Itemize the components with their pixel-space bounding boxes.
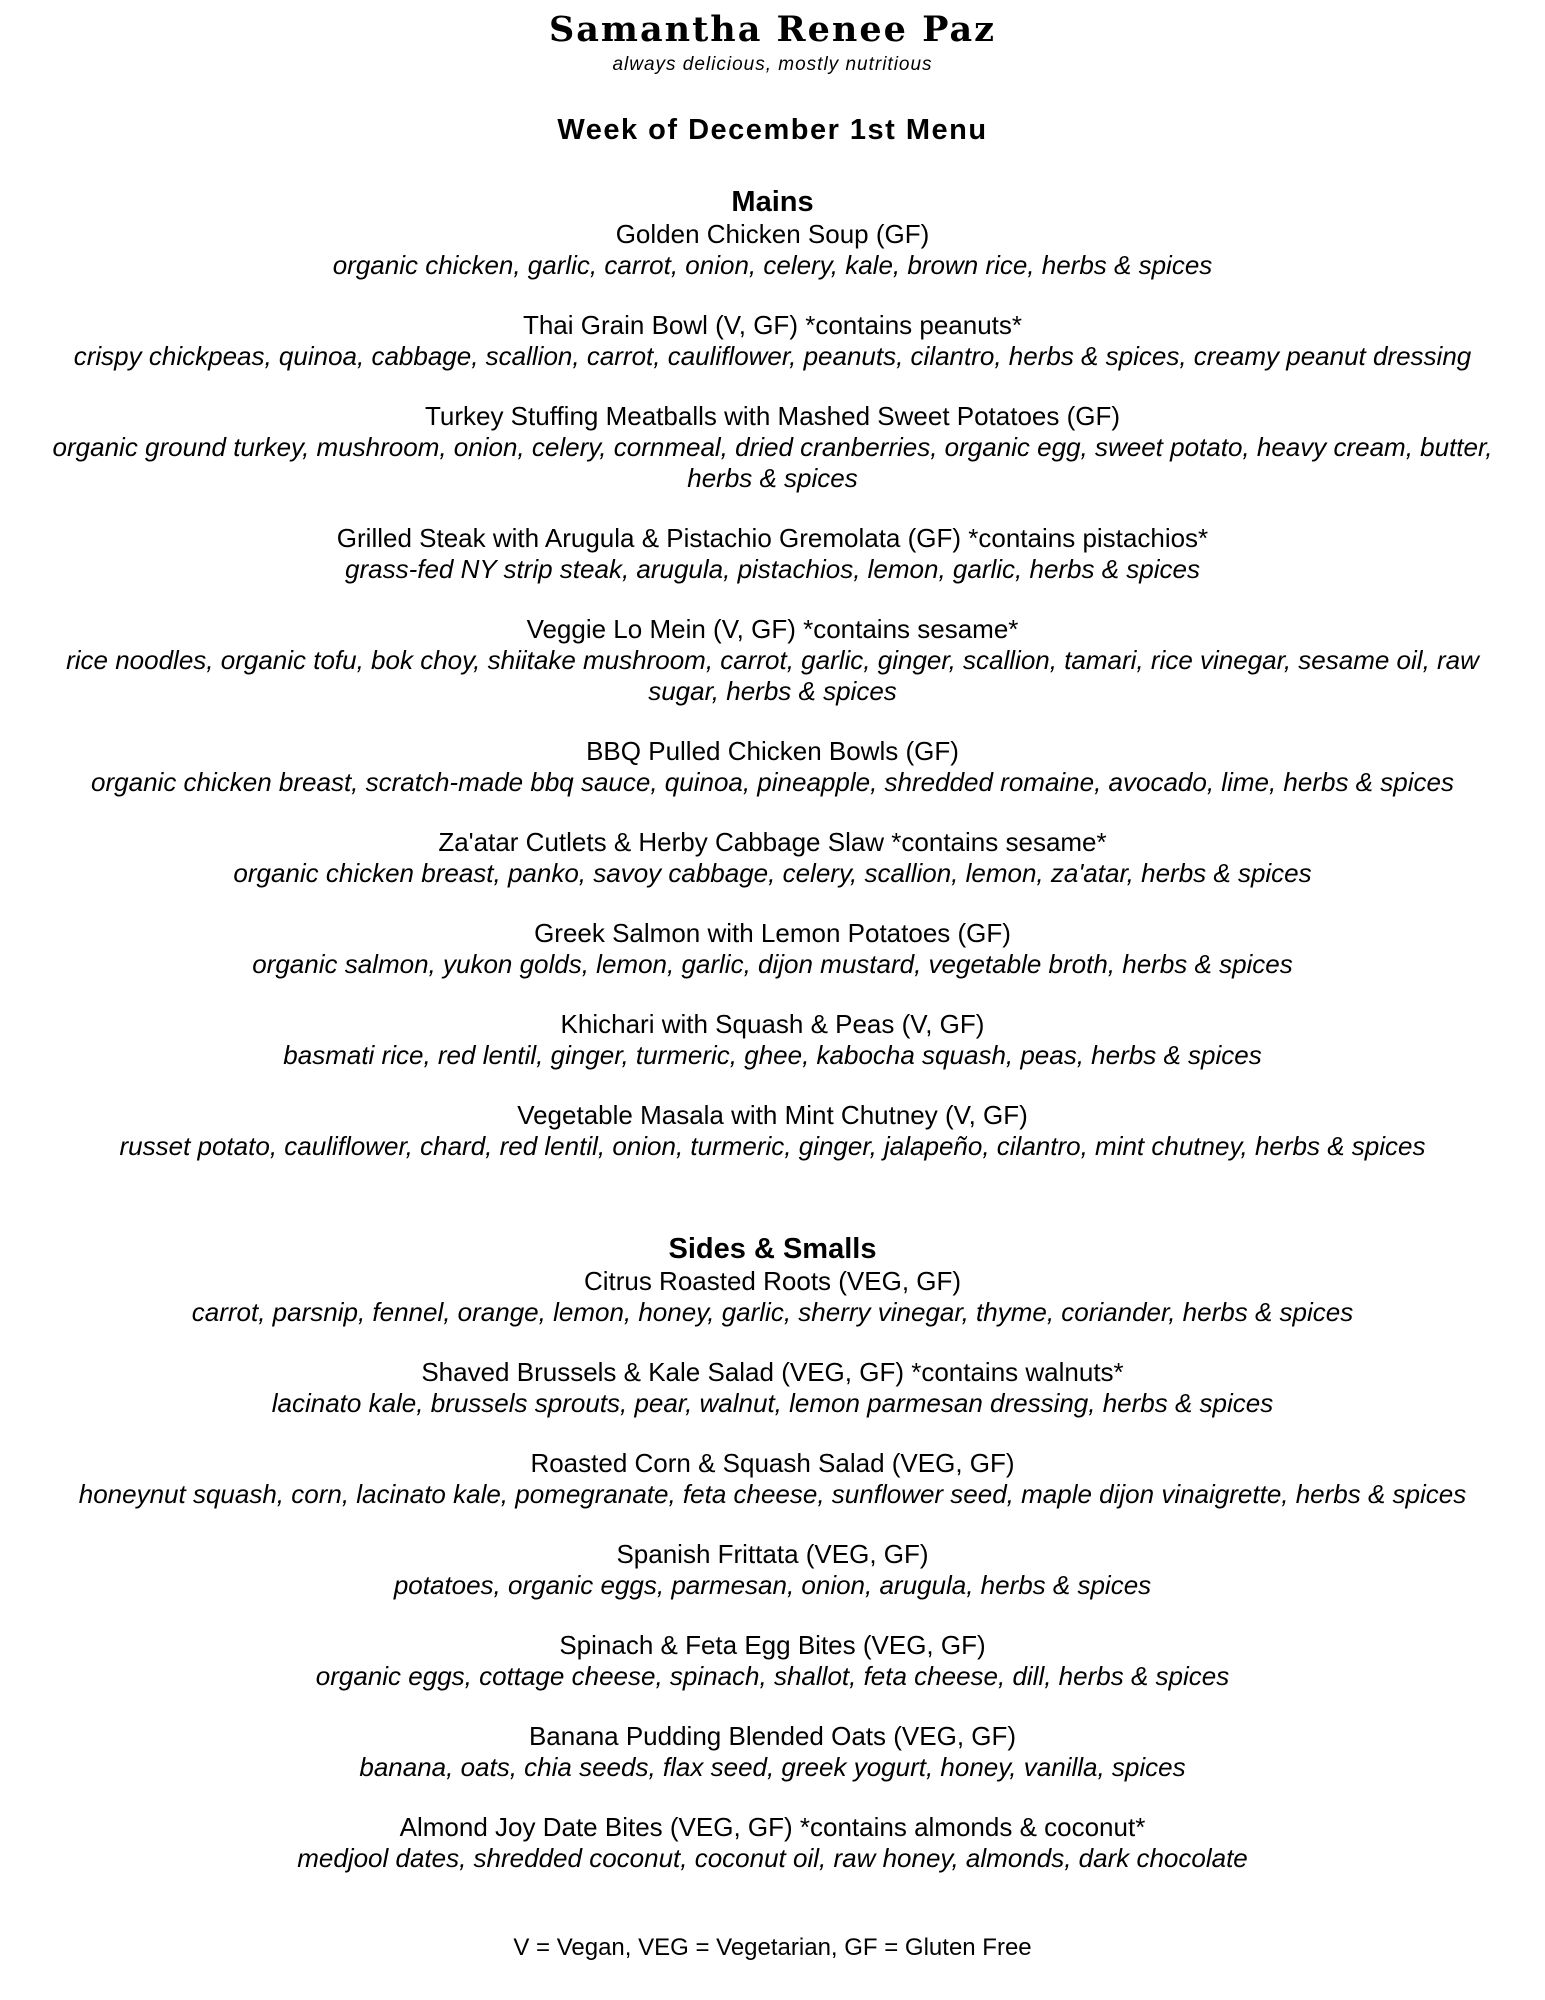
brand-name: Samantha Renee Paz — [548, 9, 997, 50]
menu-item-ingredients: grass-fed NY strip steak, arugula, pistachios, lemon, garlic, herbs & spices — [344, 554, 1201, 584]
menu-item — [0, 827, 1545, 889]
section-title-mains: Mains — [731, 186, 814, 218]
menu-item-name: Veggie Lo Mein (V, GF) *contains sesame* — [526, 614, 1019, 644]
mains-section — [0, 185, 1545, 1191]
menu-item-ingredients: crispy chickpeas, quinoa, cabbage, scallion, carrot, cauliflower, peanuts, cilantro, herbs & spices, creamy peanut dressing — [73, 341, 1472, 371]
menu-item-name: Greek Salmon with Lemon Potatoes (GF) — [534, 918, 1011, 948]
menu-item-ingredients: banana, oats, chia seeds, flax seed, greek yogurt, honey, vanilla, spices — [359, 1752, 1186, 1782]
dietary-legend: V = Vegan, VEG = Vegetarian, GF = Gluten Free — [513, 1934, 1032, 1961]
menu-item — [0, 1357, 1545, 1419]
menu-item — [0, 1539, 1545, 1601]
menu-item-name: Roasted Corn & Squash Salad (VEG, GF) — [530, 1448, 1015, 1478]
menu-item-ingredients: organic salmon, yukon golds, lemon, garlic, dijon mustard, vegetable broth, herbs & spices — [252, 949, 1293, 979]
menu-item-name: Citrus Roasted Roots (VEG, GF) — [583, 1266, 962, 1296]
menu-item — [0, 918, 1545, 980]
menu-item — [0, 1009, 1545, 1071]
menu-item-name: Vegetable Masala with Mint Chutney (V, GF) — [517, 1100, 1028, 1130]
menu-item-ingredients: organic chicken, garlic, carrot, onion, celery, kale, brown rice, herbs & spices — [332, 250, 1213, 280]
menu-item-ingredients: organic chicken breast, panko, savoy cabbage, celery, scallion, lemon, za'atar, herbs & spices — [233, 858, 1312, 888]
menu-item — [0, 1721, 1545, 1783]
menu-item — [0, 1448, 1545, 1510]
menu-item-name: Spanish Frittata (VEG, GF) — [616, 1539, 929, 1569]
menu-item — [0, 1812, 1545, 1874]
menu-item-name: Thai Grain Bowl (V, GF) *contains peanuts* — [522, 310, 1023, 340]
menu-item — [0, 1100, 1545, 1162]
menu-item-ingredients: basmati rice, red lentil, ginger, turmeric, ghee, kabocha squash, peas, herbs & spices — [283, 1040, 1262, 1070]
section-title-sides: Sides & Smalls — [668, 1233, 877, 1265]
menu-item-name: Spinach & Feta Egg Bites (VEG, GF) — [559, 1630, 986, 1660]
menu-item-name: Turkey Stuffing Meatballs with Mashed Sweet Potatoes (GF) — [424, 401, 1121, 431]
sides-section — [0, 1232, 1545, 1903]
menu-item-name: Almond Joy Date Bites (VEG, GF) *contains almonds & coconut* — [399, 1812, 1146, 1842]
menu-item-name: Za'atar Cutlets & Herby Cabbage Slaw *contains sesame* — [438, 827, 1107, 857]
menu-item — [0, 401, 1545, 494]
menu-item-ingredients: honeynut squash, corn, lacinato kale, pomegranate, feta cheese, sunflower seed, maple dijon vinaigrette, herbs & spices — [78, 1479, 1467, 1509]
menu-item — [0, 736, 1545, 798]
menu-item-name: Khichari with Squash & Peas (V, GF) — [560, 1009, 985, 1039]
menu-item-name: Banana Pudding Blended Oats (VEG, GF) — [528, 1721, 1017, 1751]
menu-item-ingredients: rice noodles, organic tofu, bok choy, shiitake mushroom, carrot, garlic, ginger, scallion, tamari, rice vinegar, sesame oil, raw sugar, herbs & spices — [66, 645, 1479, 706]
menu-item — [0, 1266, 1545, 1328]
menu-item-ingredients: potatoes, organic eggs, parmesan, onion, arugula, herbs & spices — [393, 1570, 1152, 1600]
menu-item-name: Shaved Brussels & Kale Salad (VEG, GF) *contains walnuts* — [421, 1357, 1124, 1387]
menu-item — [0, 614, 1545, 707]
menu-item-ingredients: medjool dates, shredded coconut, coconut oil, raw honey, almonds, dark chocolate — [297, 1843, 1248, 1873]
menu-title: Week of December 1st Menu — [557, 114, 988, 146]
menu-item-ingredients: russet potato, cauliflower, chard, red lentil, onion, turmeric, ginger, jalapeño, cilantro, mint chutney, herbs & spices — [119, 1131, 1426, 1161]
menu-item — [0, 219, 1545, 281]
menu-item-ingredients: carrot, parsnip, fennel, orange, lemon, honey, garlic, sherry vinegar, thyme, coriander, herbs & spices — [191, 1297, 1354, 1327]
brand-tagline: always delicious, mostly nutritious — [612, 54, 933, 75]
menu-item — [0, 310, 1545, 372]
menu-item — [0, 1630, 1545, 1692]
menu-item-name: Grilled Steak with Arugula & Pistachio Gremolata (GF) *contains pistachios* — [336, 523, 1209, 553]
menu-item-name: Golden Chicken Soup (GF) — [615, 219, 930, 249]
menu-item-ingredients: organic ground turkey, mushroom, onion, celery, cornmeal, dried cranberries, organic egg, sweet potato, heavy cream, butter, herbs & spices — [52, 432, 1493, 493]
menu-item-ingredients: organic eggs, cottage cheese, spinach, shallot, feta cheese, dill, herbs & spices — [315, 1661, 1230, 1691]
menu-item-name: BBQ Pulled Chicken Bowls (GF) — [586, 736, 959, 766]
menu-item — [0, 523, 1545, 585]
menu-item-ingredients: lacinato kale, brussels sprouts, pear, walnut, lemon parmesan dressing, herbs & spices — [271, 1388, 1274, 1418]
menu-item-ingredients: organic chicken breast, scratch-made bbq sauce, quinoa, pineapple, shredded romaine, avocado, lime, herbs & spices — [91, 767, 1454, 797]
